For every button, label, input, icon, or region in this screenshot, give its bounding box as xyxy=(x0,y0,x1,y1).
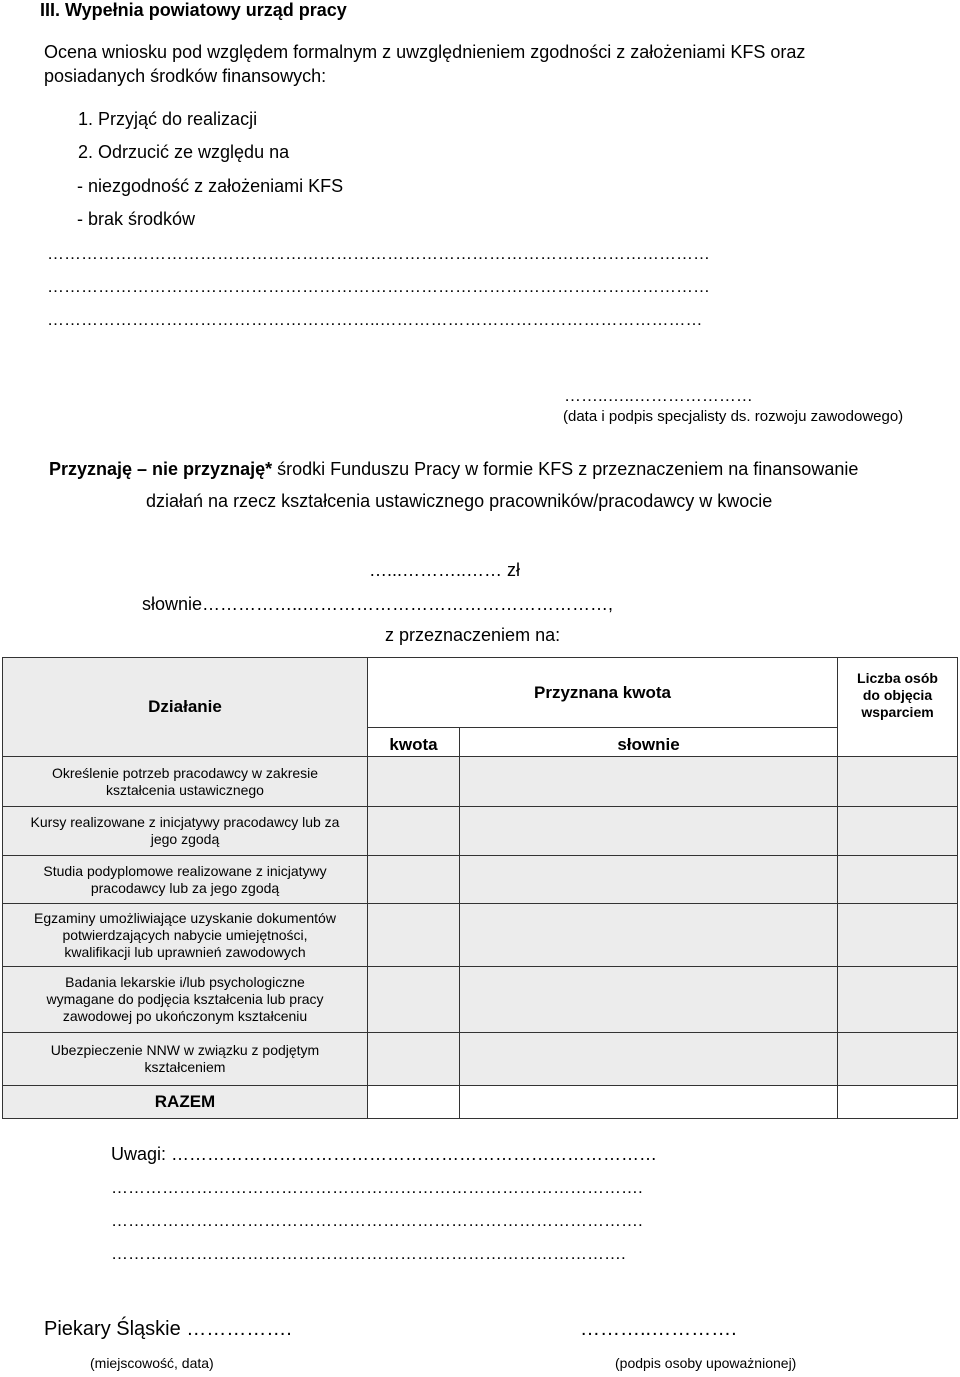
dotted-line-1: ……………………………………………………………………………………………………… xyxy=(47,244,710,263)
grant-amount-words: słownie……………..……………………………………………, xyxy=(142,594,614,614)
row-action: Kursy realizowane z inicjatywy pracodawcy lub za jego zgodą xyxy=(3,807,368,856)
option-reject: 2. Odrzucić ze względu na xyxy=(78,142,290,162)
table-row xyxy=(3,807,958,856)
table-row xyxy=(3,757,958,807)
specialist-signature-dots: ……..…..………………… xyxy=(564,386,753,405)
total-words[interactable] xyxy=(460,1086,838,1119)
total-amount[interactable] xyxy=(368,1086,460,1119)
cell-amount[interactable] xyxy=(368,856,460,904)
cell-amount[interactable] xyxy=(368,1033,460,1086)
row-action: Ubezpieczenie NNW w związku z podjętym kształceniem xyxy=(3,1033,368,1086)
cell-amount[interactable] xyxy=(368,967,460,1033)
cell-amount[interactable] xyxy=(368,757,460,807)
cell-amount[interactable] xyxy=(368,904,460,967)
cell-amount[interactable] xyxy=(368,807,460,856)
cell-words[interactable] xyxy=(460,807,838,856)
remarks-line-1: …………………………………………………………………………………. xyxy=(111,1178,643,1197)
cell-persons[interactable] xyxy=(838,1033,958,1086)
cell-persons[interactable] xyxy=(838,904,958,967)
grant-line-1-rest: środki Funduszu Pracy w formie KFS z przeznaczeniem na finansowanie xyxy=(272,459,859,479)
table-total-row xyxy=(3,1086,958,1119)
grant-line-1 xyxy=(49,459,858,480)
specialist-signature-caption: (data i podpis specjalisty ds. rozwoju zawodowego) xyxy=(563,408,904,425)
cell-words[interactable] xyxy=(460,967,838,1033)
remarks-line-3: ………………………………………………………………………………. xyxy=(111,1244,626,1263)
table-row xyxy=(3,967,958,1033)
row-action: Badania lekarskie i/lub psychologiczne wymagane do podjęcia kształcenia lub pracy zawodowej po ukończonym kształceniu xyxy=(3,967,368,1033)
authorized-signature-caption: (podpis osoby upoważnionej) xyxy=(615,1355,797,1371)
table-row xyxy=(3,1033,958,1086)
authorized-signature-dots: ………..…………. xyxy=(580,1318,737,1340)
remarks-line-2: …………………………………………………………………………………. xyxy=(111,1211,643,1230)
total-persons[interactable] xyxy=(838,1086,958,1119)
intro-line-1: Ocena wniosku pod względem formalnym z uwzględnieniem zgodności z założeniami KFS oraz xyxy=(44,42,806,62)
section-title: III. Wypełnia powiatowy urząd pracy xyxy=(40,0,347,20)
cell-persons[interactable] xyxy=(838,856,958,904)
total-label: RAZEM xyxy=(3,1086,368,1119)
header-persons: Liczba osób do objęcia wsparciem xyxy=(838,658,958,757)
remarks-label: Uwagi: ……………………………………………………………………… xyxy=(111,1144,658,1164)
place-date-caption: (miejscowość, data) xyxy=(90,1355,214,1371)
cell-words[interactable] xyxy=(460,1033,838,1086)
header-action: Działanie xyxy=(3,658,368,757)
row-action: Studia podyplomowe realizowane z inicjatywy pracodawcy lub za jego zgodą xyxy=(3,856,368,904)
grant-purpose: z przeznaczeniem na: xyxy=(385,625,561,645)
header-amount: kwota xyxy=(368,728,460,757)
dotted-line-3: …………………………………………………..………………………………………………… xyxy=(47,310,703,329)
option-accept: 1. Przyjąć do realizacji xyxy=(78,109,258,129)
grant-amount: …...………..…… zł xyxy=(369,560,521,580)
cell-persons[interactable] xyxy=(838,967,958,1033)
table-row xyxy=(3,904,958,967)
intro-line-2: posiadanych środków finansowych: xyxy=(44,66,327,86)
reason-no-funds: - brak środków xyxy=(77,209,196,229)
row-action: Egzaminy umożliwiające uzyskanie dokumentów potwierdzających nabycie umiejętności, kwalifikacji lub uprawnień zawodowych xyxy=(3,904,368,967)
cell-persons[interactable] xyxy=(838,757,958,807)
cell-words[interactable] xyxy=(460,856,838,904)
row-action: Określenie potrzeb pracodawcy w zakresie kształcenia ustawicznego xyxy=(3,757,368,807)
funding-table xyxy=(2,657,958,1119)
cell-words[interactable] xyxy=(460,904,838,967)
place-date: Piekary Śląskie ……………. xyxy=(44,1318,292,1340)
header-words: słownie xyxy=(460,728,838,757)
dotted-line-2: ……………………………………………………………………………………………………… xyxy=(47,277,710,296)
grant-line-2: działań na rzecz kształcenia ustawicznego pracowników/pracodawcy w kwocie xyxy=(146,491,773,511)
grant-decision: Przyznaję – nie przyznaję* xyxy=(49,459,273,479)
cell-persons[interactable] xyxy=(838,807,958,856)
table-row xyxy=(3,856,958,904)
reason-noncompliance: - niezgodność z założeniami KFS xyxy=(77,176,344,196)
header-granted-amount: Przyznana kwota xyxy=(368,658,838,728)
cell-words[interactable] xyxy=(460,757,838,807)
